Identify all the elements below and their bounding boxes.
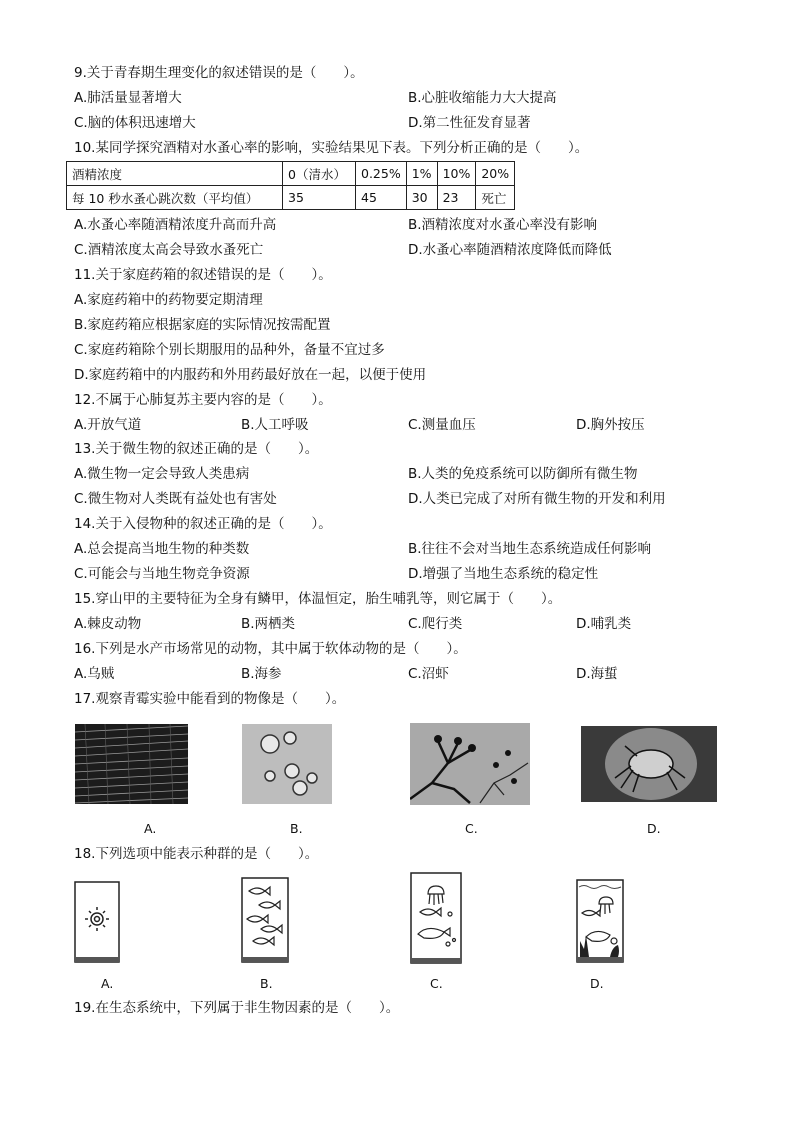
q10-stem: 10.某同学探究酒精对水蚤心率的影响，实验结果见下表。下列分析正确的是（ ）。	[74, 140, 589, 156]
q11-option-d: D.家庭药箱中的内服药和外用药最好放在一起，以便于使用	[74, 367, 427, 383]
q12-stem: 12.不属于心肺复苏主要内容的是（ ）。	[74, 392, 332, 408]
q18-label-d: D.	[590, 976, 604, 991]
q9-option-c: C.脑的体积迅速增大	[74, 115, 196, 131]
table-cell: 45	[356, 186, 407, 210]
q9-stem: 9.关于青春期生理变化的叙述错误的是（ ）。	[74, 65, 364, 81]
q16-stem: 16.下列是水产市场常见的动物，其中属于软体动物的是（ ）。	[74, 641, 467, 657]
q18-stem: 18.下列选项中能表示种群的是（ ）。	[74, 846, 319, 862]
table-row	[67, 162, 515, 186]
q12-option-c: C.测量血压	[408, 417, 476, 433]
q13-option-c: C.微生物对人类既有益处也有害处	[74, 491, 277, 507]
q16-option-b: B.海参	[241, 666, 282, 682]
q17-label-c: C.	[465, 821, 478, 836]
q11-option-c: C.家庭药箱除个别长期服用的品种外，备量不宜过多	[74, 342, 385, 358]
q14-stem: 14.关于入侵物种的叙述正确的是（ ）。	[74, 516, 332, 532]
table-cell: 每 10 秒水蚤心跳次数（平均值）	[67, 186, 283, 210]
table-cell: 0（清水）	[283, 162, 356, 186]
q10-option-d: D.水蚤心率随酒精浓度降低而降低	[408, 242, 612, 258]
q17-image-b	[242, 724, 332, 804]
q15-stem: 15.穿山甲的主要特征为全身有鳞甲，体温恒定，胎生哺乳等，则它属于（ ）。	[74, 591, 562, 607]
q14-option-b: B.往往不会对当地生态系统造成任何影响	[408, 541, 652, 557]
q16-option-d: D.海蜇	[576, 666, 618, 682]
table-cell: 死亡	[476, 186, 515, 210]
q10-option-a: A.水蚤心率随酒精浓度升高而升高	[74, 217, 277, 233]
table-cell: 35	[283, 186, 356, 210]
q17-label-b: B.	[290, 821, 303, 836]
q9-option-a: A.肺活量显著增大	[74, 90, 182, 106]
q18-image-c	[410, 872, 462, 964]
q9-option-d: D.第二性征发育显著	[408, 115, 531, 131]
q9-option-b: B.心脏收缩能力大大提高	[408, 90, 557, 106]
q13-stem: 13.关于微生物的叙述正确的是（ ）。	[74, 441, 319, 457]
q18-label-b: B.	[260, 976, 273, 991]
q15-option-d: D.哺乳类	[576, 616, 632, 632]
q13-option-a: A.微生物一定会导致人类患病	[74, 466, 250, 482]
q17-stem: 17.观察青霉实验中能看到的物像是（ ）。	[74, 691, 346, 707]
q19-stem: 19.在生态系统中，下列属于非生物因素的是（ ）。	[74, 1000, 400, 1016]
q18-image-a	[74, 881, 120, 963]
q10-option-c: C.酒精浓度太高会导致水蚤死亡	[74, 242, 264, 258]
q14-option-c: C.可能会与当地生物竞争资源	[74, 566, 250, 582]
table-cell: 1%	[406, 162, 437, 186]
q17-image-d	[581, 726, 717, 802]
q13-option-d: D.人类已完成了对所有微生物的开发和利用	[408, 491, 666, 507]
q13-option-b: B.人类的免疫系统可以防御所有微生物	[408, 466, 638, 482]
q11-option-a: A.家庭药箱中的药物要定期清理	[74, 292, 263, 308]
q17-image-a	[75, 724, 188, 804]
q14-option-a: A.总会提高当地生物的种类数	[74, 541, 250, 557]
q11-option-b: B.家庭药箱应根据家庭的实际情况按需配置	[74, 317, 331, 333]
table-cell: 10%	[437, 162, 476, 186]
q15-option-b: B.两栖类	[241, 616, 296, 632]
q15-option-a: A.棘皮动物	[74, 616, 142, 632]
q11-stem: 11.关于家庭药箱的叙述错误的是（ ）。	[74, 267, 332, 283]
q12-option-d: D.胸外按压	[576, 417, 645, 433]
q18-image-b	[241, 877, 289, 963]
q17-label-d: D.	[647, 821, 661, 836]
table-cell: 23	[437, 186, 476, 210]
table-row	[67, 186, 515, 210]
table-cell: 0.25%	[356, 162, 407, 186]
q12-option-b: B.人工呼吸	[241, 417, 309, 433]
q17-image-c	[410, 723, 530, 805]
table-cell: 30	[406, 186, 437, 210]
q14-option-d: D.增强了当地生态系统的稳定性	[408, 566, 599, 582]
q18-image-d	[576, 879, 624, 963]
q16-option-c: C.沼虾	[408, 666, 449, 682]
q18-label-a: A.	[101, 976, 114, 991]
q18-label-c: C.	[430, 976, 443, 991]
table-cell: 酒精浓度	[67, 162, 283, 186]
q12-option-a: A.开放气道	[74, 417, 142, 433]
q16-option-a: A.乌贼	[74, 666, 115, 682]
q10-option-b: B.酒精浓度对水蚤心率没有影响	[408, 217, 598, 233]
q17-label-a: A.	[144, 821, 157, 836]
q15-option-c: C.爬行类	[408, 616, 463, 632]
q10-data-table	[66, 161, 515, 210]
table-cell: 20%	[476, 162, 515, 186]
